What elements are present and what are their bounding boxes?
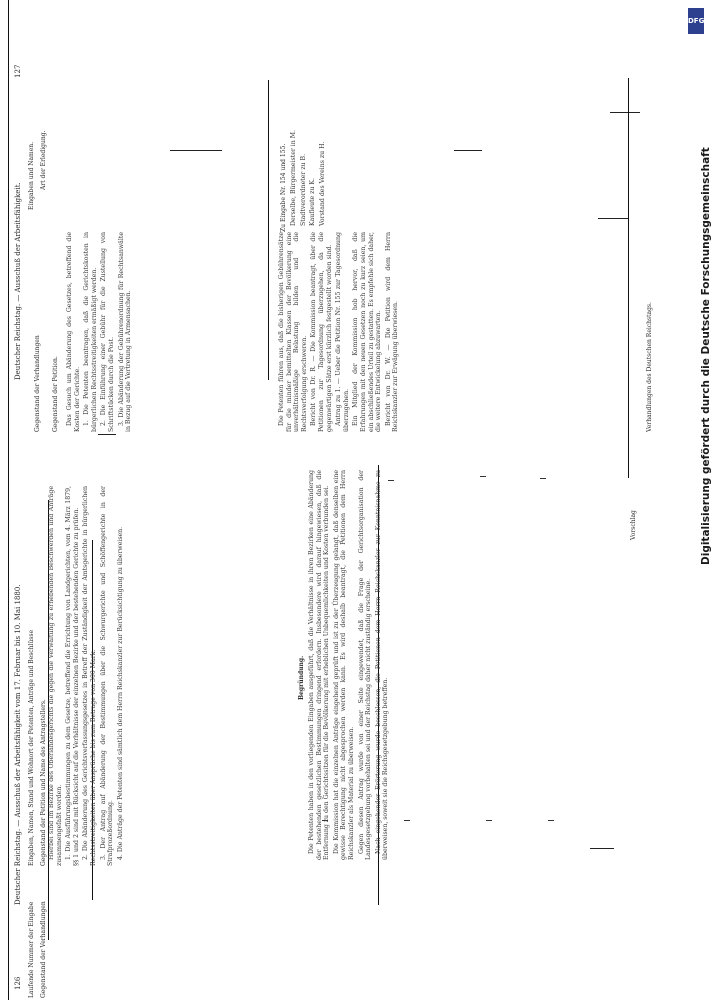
left-body-paragraph: Die Kommission hat die einzelnen Anträge eingehend geprüft und ist zu der Überzeugung gelangt, daß denselben eine gewisse Berechtigung nicht abgesprochen werden kann. Es wird deshalb beantragt, die Petitionen dem Herrn Reichskanzler als Material zu überweisen. [332,470,355,860]
right-body-paragraph: Die Petenten führen aus, daß die bisherigen Gebührensätze für die minder bemittelten Klassen der Bevölkerung eine unverhältnismäßige Belastung bilden und die Rechtsverfolgung erschweren. [278,232,308,432]
left-section-text: 2. Die Abänderung des Gerichtsverfassungsgesetzes in Betreff der Zuständigkeit der Amtsgerichte in bürgerlichen Rechtsstreitigkeiten über Ansprüche bis zum Betrage von 300 Mark. [82,486,97,866]
right-side-entry: Vorstand des Vereins zu H. [318,141,326,226]
right-header-col2: Eingaben und Namen. [28,141,35,210]
right-body-paragraph: Bericht von Dr. W. — Die Petition wird dem Herrn Reichskanzler zur Erwägung überwiesen. [384,232,400,432]
right-page-number: 127 [14,64,22,78]
separator-rule [98,434,116,435]
right-section-text: 2. Die Einführung einer Gebühr für die Zustellung von Schriftstücken durch die Post. [100,232,115,432]
digitization-notice: Digitalisierung gefördert durch die Deutsche Forschungsgemeinschaft [700,147,712,565]
right-side-entry: Stadtverordneter zu B. [299,153,307,226]
left-section-text: 4. Die Anträge der Petenten sind sämtlich dem Herrn Reichskanzler zur Berücksichtigung zu überweisen. [116,526,124,860]
left-section-text: 1. Die Ausführungsbestimmungen zu dem Gesetze, betreffend die Errichtung von Landgerichten, vom 4. März 1879, §§ 1 und 2 sind mit Rücksicht auf die Verhältnisse der einzelnen Bezirke und der bestehenden Gerichte zu prüfen. [65,486,80,866]
left-body-paragraph: Nach eingehender Erörterung wurde beschlossen, die Petitionen dem Herrn Reichskanzler zur Kenntnisnahme zu überweisen, soweit sie die Reichsgesetzgebung betreffen. [374,470,390,860]
left-header-col2: Gegenstand der Verhandlungen [40,901,47,998]
left-body-block [308,470,678,860]
left-body-paragraph: Die Petenten haben in den vorliegenden Eingaben ausgeführt, daß die Verhältnisse in ihren Bezirken eine Abänderung der bestehenden gesetzlichen Bestimmungen dringend erfordern. Insbesondere wird darauf hingewiesen, daß die Entfernung zu den Gerichtssitzen für die Bevölkerung mit erheblichen Unbequemlichkeiten und Kosten verbunden sei. [308,470,331,860]
left-page-left-rule [8,0,9,1000]
right-subheader: Gegenstand der Petition. [52,356,59,432]
separator-rule [598,218,628,219]
separator-rule [610,112,640,113]
right-header-col3: Art der Erledigung. [40,130,47,190]
right-section-text: 1. Die Petenten beantragen, daß die Gerichtskosten in bürgerlichen Rechtsstreitigkeiten ermäßigt werden. [83,232,98,432]
left-sections-block [48,486,298,866]
right-body-paragraph: Bericht von Dr. R. — Die Kommission beantragt, über die Petitionen zur Tagesordnung überzugehen, da die gegenwärtigen Sätze erst kürzlich festgestellt worden sind. [310,232,333,432]
left-page-number: 126 [14,976,22,990]
footer-signature: Verhandlungen des Deutschen Reichstags. [646,302,653,432]
right-body-block [278,232,638,432]
left-header-col3: Eingaben, Namen, Stand und Wohnort der Petenten, Anträge und Beschlüsse [28,629,35,866]
right-sections-block [66,232,276,432]
right-running-head: Deutscher Reichstag. — Ausschuß der Arbeitsfähigkeit. [14,182,22,380]
right-side-note: Zu Eingabe Nr. 154 und 155. [280,143,287,232]
dfg-logo: DFG [688,8,704,34]
right-margin-note: Vorschlag [630,510,637,540]
right-side-entry: Derselbe, Bürgermeister in M. [290,129,297,226]
right-header-col1: Gegenstand der Verhandlungen [34,335,41,432]
right-body-paragraph: Antrag zu 1. — Ueber die Petition Nr. 155 zur Tagesordnung überzugehen. [335,232,350,432]
left-section-heading: Begründung. [298,655,305,700]
right-section-text: Das Gesuch um Abänderung des Gesetzes, betreffend die Kosten der Gerichte. [66,232,81,432]
right-body-paragraph: Ein Mitglied der Kommission hob hervor, daß die Erfahrungen mit den neuen Gesetzen noch zu kurz seien, um ein abschließendes Urteil zu gestatten. Es empfehle sich daher, die weitere Entwickelung abzuwarten. [352,232,383,432]
separator-rule [170,150,222,151]
separator-rule [454,150,482,151]
right-side-entries [290,82,390,232]
right-side-entry: Kaufleute zu K. [309,178,317,226]
left-header-col1: Laufende Nummer der Eingabe [28,901,35,998]
left-subheader: Gegenstand der Petition und Name des Antragstellers. [40,699,47,866]
left-running-head: Deutscher Reichstag. — Ausschuß der Arbeitsfähigkeit vom 17. Februar bis 10. Mai 1880. [14,584,22,905]
left-section-text: 3. Der Antrag auf Abänderung der Bestimmungen über die Schwurgerichte und Schöffengerichte in der Strafprozeßordnung. [99,486,115,866]
left-body-paragraph: Gegen diesen Antrag wurde von einer Seite eingewendet, daß die Frage der Gerichtsorganisation der Landesgesetzgebung vorbehalten sei und der Reichstag daher nicht zuständig erscheine. [357,470,373,860]
right-section-text: 3. Die Abänderung der Gebührenordnung für Rechtsanwälte in Bezug auf die Vertretung in Armensachen. [117,232,133,432]
left-section-text: Hierbei sind im Bezirke des Oberlandesgerichts die gegen die Verwaltung zu erhebenden Beschwerden und Anträge zusammengefaßt worden. [48,486,63,866]
